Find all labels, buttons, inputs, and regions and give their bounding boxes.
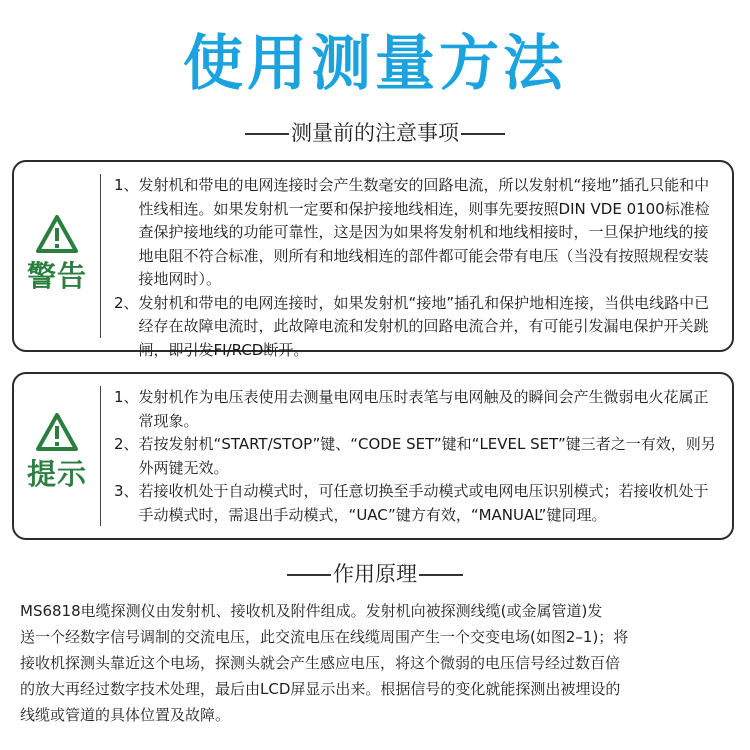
- warning-divider: [100, 174, 101, 338]
- list-item: [114, 433, 722, 480]
- paragraph-line: 送一个经数字信号调制的交流电压，此交流电压在线缆周围产生一个交变电场(如图2–1)；将: [20, 628, 629, 646]
- item-text: 发射机和带电的电网连接时会产生数毫安的回路电流，所以发射机“接地”插孔只能和中性线相连。如果发射机一定要和保护接地线相连，则事先要按照DIN VDE 0100标准检查保护接地线的功能可靠性，这是因为如果将发射机和地线相接时，一旦保护地线的接地电阻不符合标准，则所有和地线相连的部件都可能会带有电压（当没有按照规程安装接地网时）。: [138, 176, 710, 288]
- list-item: [114, 174, 722, 292]
- precautions-heading: [0, 119, 750, 147]
- heading-dash-right: [419, 574, 463, 576]
- paragraph-line: 接收机探测头靠近这个电场，探测头就会产生感应电压，将这个微弱的电压信号经过数百倍: [20, 654, 621, 672]
- item-number: 2、: [114, 293, 139, 312]
- item-number: 3、: [114, 482, 139, 500]
- principle-heading: [0, 560, 750, 588]
- principle-heading-text: 作用原理: [333, 562, 417, 586]
- tip-divider: [100, 386, 101, 526]
- item-number: 1、: [114, 176, 139, 194]
- warning-list: [114, 174, 722, 362]
- page-title: 使用测量方法: [183, 29, 567, 99]
- tip-label: 提示: [26, 457, 87, 491]
- warning-badge: [14, 214, 100, 294]
- warning-label: 警告: [26, 259, 87, 293]
- heading-dash-left: [287, 574, 331, 576]
- item-number: 2、: [114, 435, 139, 453]
- paragraph-line: 的放大再经过数字技术处理，最后由LCD屏显示出来。根据信号的变化就能探测出被埋设的: [20, 680, 621, 698]
- paragraph-line: MS6818电缆探测仪由发射机、接收机及附件组成。发射机向被探测线缆(或金属管道)发: [20, 602, 603, 620]
- precautions-heading-text: 测量前的注意事项: [291, 121, 459, 145]
- item-text: 若按发射机“START/STOP”键、“CODE SET”键和“LEVEL SET”键三者之一有效，则另外两键无效。: [138, 435, 716, 477]
- list-item: [114, 386, 722, 433]
- item-text: 发射机和带电的电网连接时，如果发射机“接地”插孔和保护地相连接，当供电线路中已经存在故障电流时，此故障电流和发射机的回路电流合并，有可能引发漏电保护开关跳闸，即引发FI/RCD断开。: [138, 293, 710, 359]
- principle-paragraph: [20, 598, 736, 728]
- heading-dash-left: [245, 133, 289, 135]
- tip-badge: [14, 412, 100, 492]
- item-number: 1、: [114, 388, 139, 406]
- warning-box: [12, 160, 734, 359]
- list-item: [114, 480, 722, 527]
- heading-dash-right: [461, 133, 505, 135]
- paragraph-line: 线缆或管道的具体位置及故障。: [20, 706, 231, 724]
- warning-triangle-icon: [35, 412, 79, 452]
- tip-box: [12, 372, 734, 540]
- list-item: [114, 292, 722, 363]
- item-text: 发射机作为电压表使用去测量电网电压时表笔与电网触及的瞬间会产生微弱电火花属正常现象。: [138, 388, 709, 430]
- tip-list: [114, 386, 722, 527]
- warning-triangle-icon: [35, 214, 79, 254]
- item-text: 若接收机处于自动模式时，可任意切换至手动模式或电网电压识别模式；若接收机处于手动模式时，需退出手动模式，“UAC”键方有效，“MANUAL”键同理。: [138, 482, 709, 524]
